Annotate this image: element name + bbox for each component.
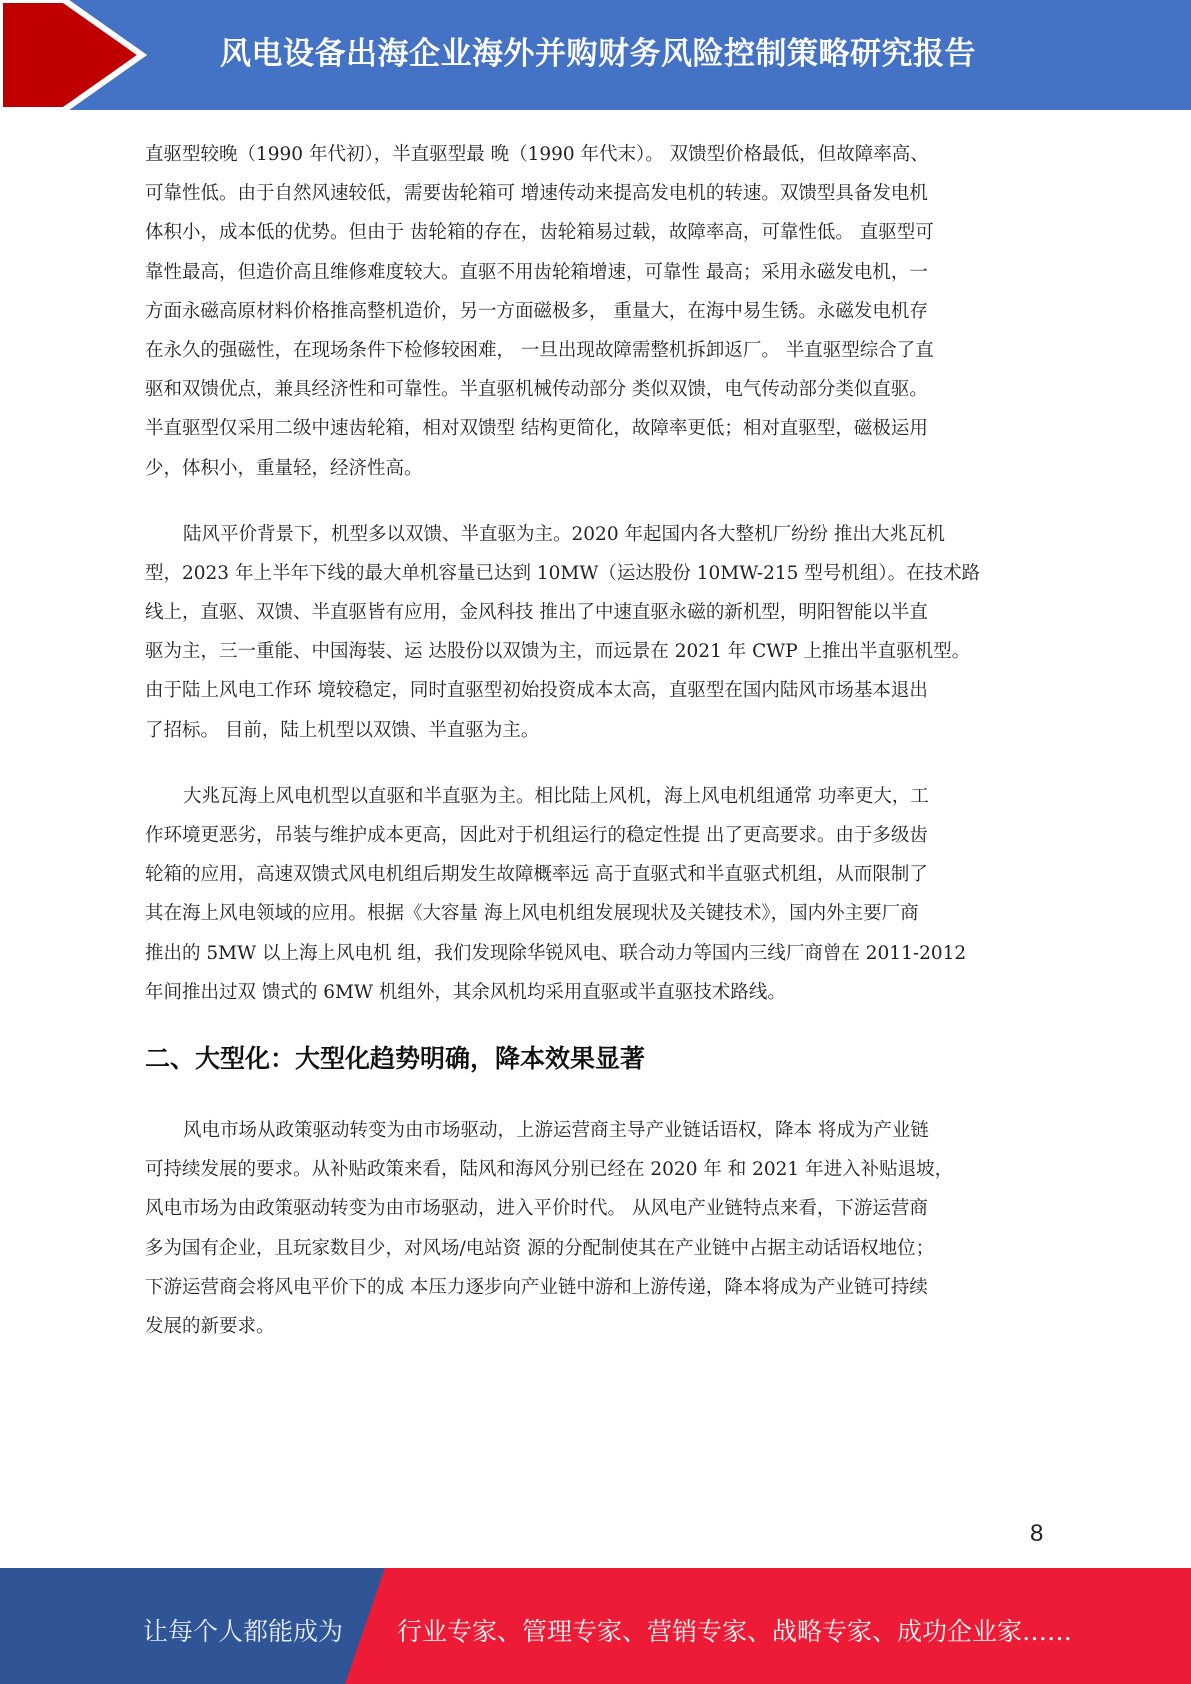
page-number: 8 [1030,1520,1044,1547]
page-footer [0,1568,1191,1684]
text-line: 由于陆上风电工作环 境较稳定，同时直驱型初始投资成本太高，直驱型在国内陆风市场基本退出 [145,680,928,702]
text-line: 直驱型较晚（1990 年代初），半直驱型最 晚（1990 年代末）。 双馈型价格最低，但故障率高、 [145,144,929,165]
text-line: 少，体积小，重量轻，经济性高。 [145,457,423,479]
text-line: 驱和双馈优点，兼具经济性和可靠性。半直驱机械传动部分 类似双馈，电气传动部分类似直驱。 [145,379,928,401]
text-line: 风电市场从政策驱动转变为由市场驱动，上游运营商主导产业链话语权，降本 将成为产业链 [183,1119,929,1141]
text-line: 大兆瓦海上风电机型以直驱和半直驱为主。相比陆上风机，海上风电机组通常 功率更大，工 [183,785,929,807]
section-heading: 二、大型化：大型化趋势明确，降本效果显著 [145,1043,646,1073]
text-line: 在永久的强磁性，在现场条件下检修较困难， 一旦出现故障需整机拆卸返厂。 半直驱型综合了直 [145,339,934,361]
text-line: 体积小，成本低的优势。但由于 齿轮箱的存在，齿轮箱易过载，故障率高，可靠性低。 直驱型可 [145,222,934,244]
paragraph [145,1111,1045,1346]
header-arrow-icon [0,0,200,110]
text-line: 其在海上风电领域的应用。根据《大容量 海上风电机组发展现状及关键技术》，国内外主要厂商 [145,903,919,925]
paragraph [145,777,1045,1012]
text-line: 多为国有企业，且玩家数目少，对风场/电站资 源的分配制使其在产业链中占据主动话语权地位； [145,1237,935,1259]
text-line: 型，2023 年上半年下线的最大单机容量已达到 10MW（运达股份 10MW-215 型号机组）。在技术路 [145,562,981,584]
text-line: 作环境更恶劣，吊装与维护成本更高，因此对于机组运行的稳定性提 出了更高要求。由于多级齿 [145,825,928,846]
text-line: 陆风平价背景下，机型多以双馈、半直驱为主。2020 年起国内各大整机厂纷纷 推出大兆瓦机 [183,523,945,545]
paragraph [145,135,1045,488]
report-title: 风电设备出海企业海外并购财务风险控制策略研究报告 [220,36,976,72]
document-body [145,135,1045,1373]
text-line: 线上，直驱、双馈、半直驱皆有应用，金风科技 推出了中速直驱永磁的新机型，明阳智能以半直 [145,602,928,624]
footer-slogan-left: 让每个人都能成为 [143,1617,344,1646]
text-line: 可持续发展的要求。从补贴政策来看，陆风和海风分别已经在 2020 年 和 2021 年进入补贴退坡， [145,1159,954,1181]
text-line: 年间推出过双 馈式的 6MW 机组外，其余风机均采用直驱或半直驱技术路线。 [145,981,786,1003]
text-line: 下游运营商会将风电平价下的成 本压力逐步向产业链中游和上游传递，降本将成为产业链可持续 [145,1276,928,1298]
text-line: 轮箱的应用，高速双馈式风电机组后期发生故障概率远 高于直驱式和半直驱式机组，从而限制了 [145,864,928,886]
text-line: 了招标。 目前，陆上机型以双馈、半直驱为主。 [145,719,540,741]
page-header [0,0,1191,110]
paragraph [145,515,1045,750]
text-line: 发展的新要求。 [145,1315,275,1337]
text-line: 驱为主，三一重能、中国海装、运 达股份以双馈为主，而远景在 2021 年 CWP 上推出半直驱机型。 [145,641,971,663]
text-line: 靠性最高，但造价高且维修难度较大。直驱不用齿轮箱增速，可靠性 最高；采用永磁发电机，一 [145,261,928,283]
text-line: 方面永磁高原材料价格推高整机造价，另一方面磁极多， 重量大，在海中易生锈。永磁发电机存 [145,300,928,322]
text-line: 可靠性低。由于自然风速较低，需要齿轮箱可 增速传动来提高发电机的转速。双馈型具备发电机 [145,183,928,205]
footer-slogan-right: 行业专家、管理专家、营销专家、战略专家、成功企业家…… [397,1617,1073,1646]
text-line: 半直驱型仅采用二级中速齿轮箱，相对双馈型 结构更简化，故障率更低；相对直驱型，磁极运用 [145,418,928,440]
text-line: 风电市场为由政策驱动转变为由市场驱动，进入平价时代。 从风电产业链特点来看，下游运营商 [145,1198,928,1220]
text-line: 推出的 5MW 以上海上风电机 组，我们发现除华锐风电、联合动力等国内三线厂商曾在 2011-2012 [145,942,967,964]
